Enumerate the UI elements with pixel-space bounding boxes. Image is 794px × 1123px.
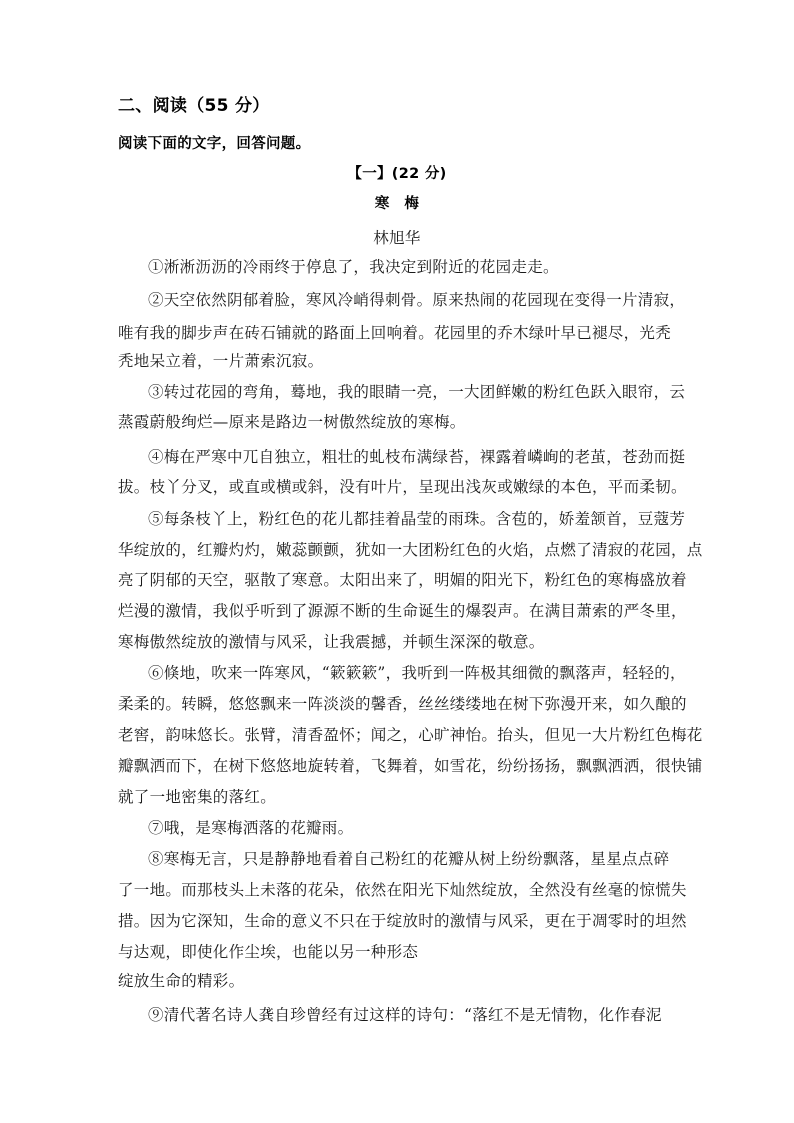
passage-label: 【一】(22 分) xyxy=(347,166,447,182)
paragraph-line: ①淅淅沥沥的冷雨终于停息了，我决定到附近的花园走走。 xyxy=(148,258,559,276)
paragraph-line: ⑨清代著名诗人龚自珍曾经有过这样的诗句：“落红不是无情物，化作春泥 xyxy=(148,1006,662,1024)
paragraph-line: 柔柔的。转瞬，悠悠飘来一阵淡淡的馨香，丝丝缕缕地在树下弥漫开来，如久酿的 xyxy=(118,695,687,713)
passage-title: 寒 梅 xyxy=(374,196,420,212)
instruction-text: 阅读下面的文字，回答问题。 xyxy=(118,136,311,152)
paragraph-line: 烂漫的激情，我似乎听到了源源不断的生命诞生的爆裂声。在满目萧索的严冬里， xyxy=(118,602,687,620)
section-heading: 二、阅读（55 分） xyxy=(118,96,270,116)
paragraph-line: 绽放生命的精彩。 xyxy=(118,972,245,990)
paragraph-line: ②天空依然阴郁着脸，寒风冷峭得刺骨。原来热闹的花园现在变得一片清寂， xyxy=(148,291,686,309)
paragraph-line: 拔。枝丫分叉，或直或横或斜，没有叶片，呈现出浅灰或嫩绿的本色，平而柔韧。 xyxy=(118,478,687,496)
paragraph-line: ⑧寒梅无言，只是静静地看着自己粉红的花瓣从树上纷纷飘落，星星点点碎 xyxy=(148,850,670,868)
paragraph-line: ⑤每条枝丫上，粉红色的花儿都挂着晶莹的雨珠。含苞的，娇羞颔首，豆蔻芳 xyxy=(148,510,686,528)
paragraph-line: ⑦哦，是寒梅洒落的花瓣雨。 xyxy=(148,819,354,837)
paragraph-line: 瓣飘洒而下，在树下悠悠地旋转着，飞舞着，如雪花，纷纷扬扬，飘飘洒洒，很快铺 xyxy=(118,757,703,775)
paragraph-line: 唯有我的脚步声在砖石铺就的路面上回响着。花园里的乔木绿叶早已褪尽，光秃 xyxy=(118,324,672,342)
paragraph-line: 与达观，即使化作尘埃，也能以另一种形态 xyxy=(118,943,419,961)
paragraph-line: 老窖，韵味悠长。张臂，清香盈怀；闻之，心旷神怡。抬头，但见一大片粉红色梅花 xyxy=(118,726,703,744)
paragraph-line: 了一地。而那枝头上未落的花朵，依然在阳光下灿然绽放，全然没有丝毫的惊慌失 xyxy=(118,881,687,899)
paragraph-line: 秃地呆立着，一片萧索沉寂。 xyxy=(118,352,324,370)
passage-author: 林旭华 xyxy=(373,229,421,247)
paragraph-line: 亮了阴郁的天空，驱散了寒意。太阳出来了，明媚的阳光下，粉红色的寒梅盛放着 xyxy=(118,571,687,589)
paragraph-line: 蒸霞蔚般绚烂—原来是路边一树傲然绽放的寒梅。 xyxy=(118,413,466,431)
paragraph-line: ⑥倏地，吹来一阵寒风，“簌簌簌”，我听到一阵极其细微的飘落声，轻轻的， xyxy=(148,664,686,682)
paragraph-line: 就了一地密集的落红。 xyxy=(118,788,277,806)
paragraph-line: 华绽放的，红瓣灼灼，嫩蕊颤颤，犹如一大团粉红色的火焰，点燃了清寂的花园，点 xyxy=(118,541,703,559)
paragraph-line: ④梅在严寒中兀自独立，粗壮的虬枝布满绿苔，裸露着嶙峋的老茧，苍劲而挺 xyxy=(148,448,686,466)
paragraph-line: 措。因为它深知，生命的意义不只在于绽放时的激情与风采，更在于凋零时的坦然 xyxy=(118,912,687,930)
paragraph-line: ③转过花园的弯角，蓦地，我的眼睛一亮，一大团鲜嫩的粉红色跃入眼帘，云 xyxy=(148,383,686,401)
paragraph-line: 寒梅傲然绽放的激情与风采，让我震撼，并顿生深深的敬意。 xyxy=(118,633,545,651)
